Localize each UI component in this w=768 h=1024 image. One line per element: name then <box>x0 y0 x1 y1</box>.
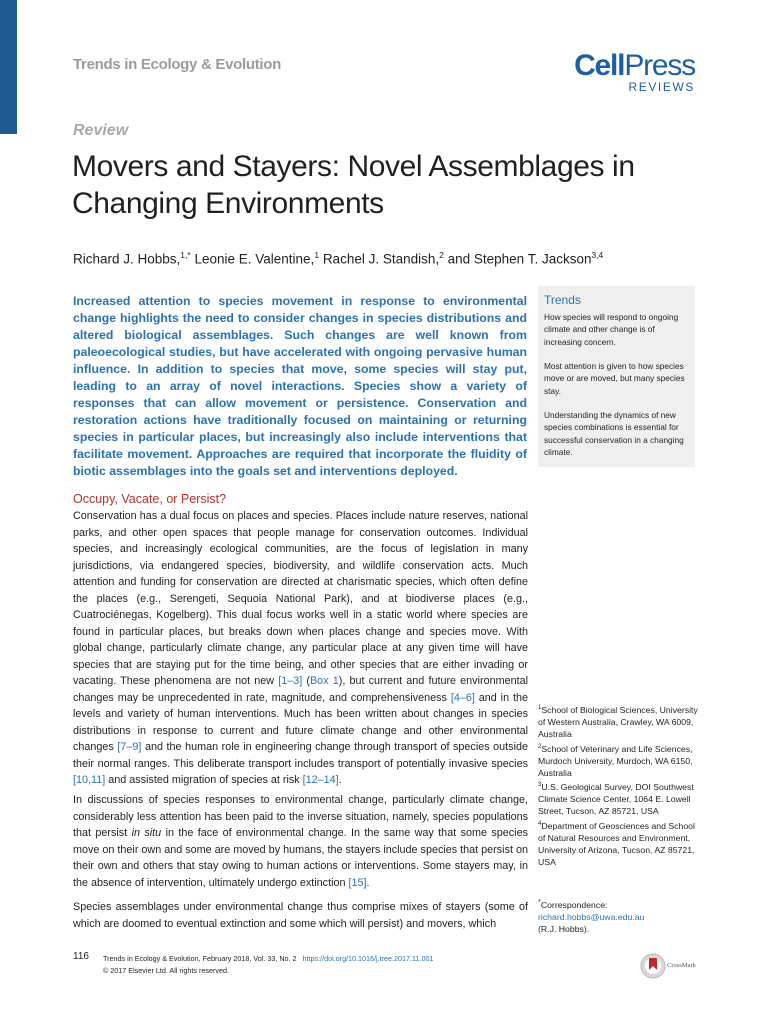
page-number: 116 <box>73 951 89 962</box>
article-title: Movers and Stayers: Novel Assemblages in Changing Environments <box>72 150 635 220</box>
crossmark-label: CrossMark <box>667 962 696 969</box>
footer-copyright: © 2017 Elsevier Ltd. All rights reserved. <box>103 966 229 975</box>
abstract: Increased attention to species movement in response to environmental change highlights the need to consider changes in species distributions and altered biological assemblages. Such changes are well known from paleoecological studies, but have accelerated with ongoing pervasive human influence. In addition to species that move, some species will stay put, leading to an array of novel interactions. Species show a variety of responses that can allow movement or persistence. Conservation and restoration actions have traditionally focused on maintaining or returning species in particular places, but increasingly also include interventions that facilitate movement. Approaches are required that incorporate the fluidity of biotic assemblages into the goals set and interventions deployed. <box>73 294 527 479</box>
affiliation: $^4$Department of Geosciences and School of Natural Resources and Environment, University of Arizona, Tucson, AZ 85721, USA <box>538 820 695 867</box>
publisher-logo[interactable] <box>574 49 695 94</box>
correspondence-email-link[interactable]: richard.hobbs@uwa.edu.au <box>538 912 645 923</box>
reference-link[interactable]: [10,11] <box>73 774 106 786</box>
author-name[interactable]: Richard J. Hobbs, <box>73 251 181 267</box>
section-heading: Occupy, Vacate, or Persist? <box>73 492 227 506</box>
body-paragraph: Conservation has a dual focus on places and species. Places include nature reserves, national parks, and other open spaces that people manage for conservation outcomes. Individual species, and increasingly ecological communities, are the focus of legislation in many jurisdictions, via endangered species, biodiversity, and wildlife conservation acts. Much attention and funding for conservation are directed at charismatic species, which often define the places (e.g., Serengeti, Sequoia National Park), and at biodiverse places (e.g., Cuatrociénegas, Kogelberg). This dual focus works well in a static world where species are found in particular places, but breaks down when places change and species move. With global change, particularly climate change, any particular place at any given time will have species that are staying put for the time being, and other species that are either invading or vacating. These phenomena are not new [1–3] (Box 1), but current and future environmental changes may be unprecedented in rate, magnitude, and comprehensiveness [4–6] and in the levels and variety of human interventions. Much has been written about changes in species distributions in response to current and future climate change and other environmental changes [7–9] and the human role in engineering change through transport of species outside their normal ranges. This deliberate transport includes transport of potentially invasive species [10,11] and assisted migration of species at risk [12–14]. <box>73 510 528 786</box>
doi-link[interactable]: https://doi.org/10.1016/j.tree.2017.11.001 <box>302 954 434 963</box>
trends-item: Understanding the dynamics of new species combinations is essential for successful conservation in a changing climate. <box>544 410 684 458</box>
article-type: Review <box>73 122 129 139</box>
author-affiliation-marker: 1,* <box>180 250 191 260</box>
reference-link[interactable]: [7–9] <box>117 741 142 753</box>
affiliation: $^2$School of Veterinary and Life Sciences, Murdoch University, Murdoch, WA 6150, Australia <box>538 743 693 778</box>
author-affiliation-marker: 2 <box>439 250 444 260</box>
correspondence: *Correspondence: richard.hobbs@uwa.edu.au (R.J. Hobbs). <box>538 896 698 936</box>
author-affiliation-marker: 1 <box>314 250 320 260</box>
reference-link[interactable]: [4–6] <box>450 691 475 704</box>
affiliation: $^3$U.S. Geological Survey, DOI Southwest Climate Science Center, 1064 E. Lowell Street, Tucson, AZ 85721, USA <box>538 781 694 817</box>
reference-link[interactable]: [12–14] <box>302 774 339 786</box>
journal-name: Trends in Ecology & Evolution <box>73 56 281 73</box>
trends-item: How species will respond to ongoing climate and other change is of increasing concern. <box>544 312 679 347</box>
trends-box <box>538 286 695 467</box>
body-paragraph: In discussions of species responses to environmental change, particularly climate change, considerably less attention has been paid to the inverse situation, namely, species populations that persist in situ in the face of environmental change. In the same way that some species move on their own and some are moved by humans, the stayers include species that persist on their own and others that stay owing to human actions or interventions. Some stayers may, in the absence of intervention, ultimately undergo extinction [15]. <box>73 794 528 889</box>
author-affiliation-marker: 3,4 <box>591 250 604 260</box>
reference-link[interactable]: [15] <box>348 876 367 889</box>
affiliations <box>538 702 698 868</box>
logo-bold-text: Cell <box>574 49 625 82</box>
logo-light-text: Press <box>624 49 695 82</box>
reference-link[interactable]: [1–3] <box>278 675 303 687</box>
journal-color-bar <box>0 0 17 134</box>
author-list: Richard J. Hobbs,$^{1,*}$ Leonie E. Valentine,$^1$ Rachel J. Standish,$^2$ and Stephen T. Jackson$^{3,4}$ <box>73 250 604 267</box>
trends-item: Most attention is given to how species move or are moved, but many species stay. <box>544 361 685 396</box>
correspondence-label: Correspondence: <box>540 899 608 910</box>
footer-citation: Trends in Ecology & Evolution, February 2018, Vol. 33, No. 2 https://doi.org/10.1016/j.tree.2017.11.001 <box>103 954 434 963</box>
author-name[interactable]: Leonie E. Valentine, <box>194 251 315 267</box>
author-name[interactable]: Stephen T. Jackson <box>473 251 592 267</box>
box-link[interactable]: Box 1 <box>309 675 339 687</box>
correspondence-name: (R.J. Hobbs). <box>538 924 590 935</box>
author-name[interactable]: Rachel J. Standish, <box>322 251 440 267</box>
logo-subtitle: REVIEWS <box>628 80 695 94</box>
affiliation: $^1$School of Biological Sciences, University of Western Australia, Crawley, WA 6009, Australia <box>538 704 698 740</box>
body-paragraph: Species assemblages under environmental change thus comprise mixes of stayers (some of which are doomed to eventual extinction and some which will persist) and movers, which <box>73 901 528 930</box>
trends-title: Trends <box>544 293 581 307</box>
